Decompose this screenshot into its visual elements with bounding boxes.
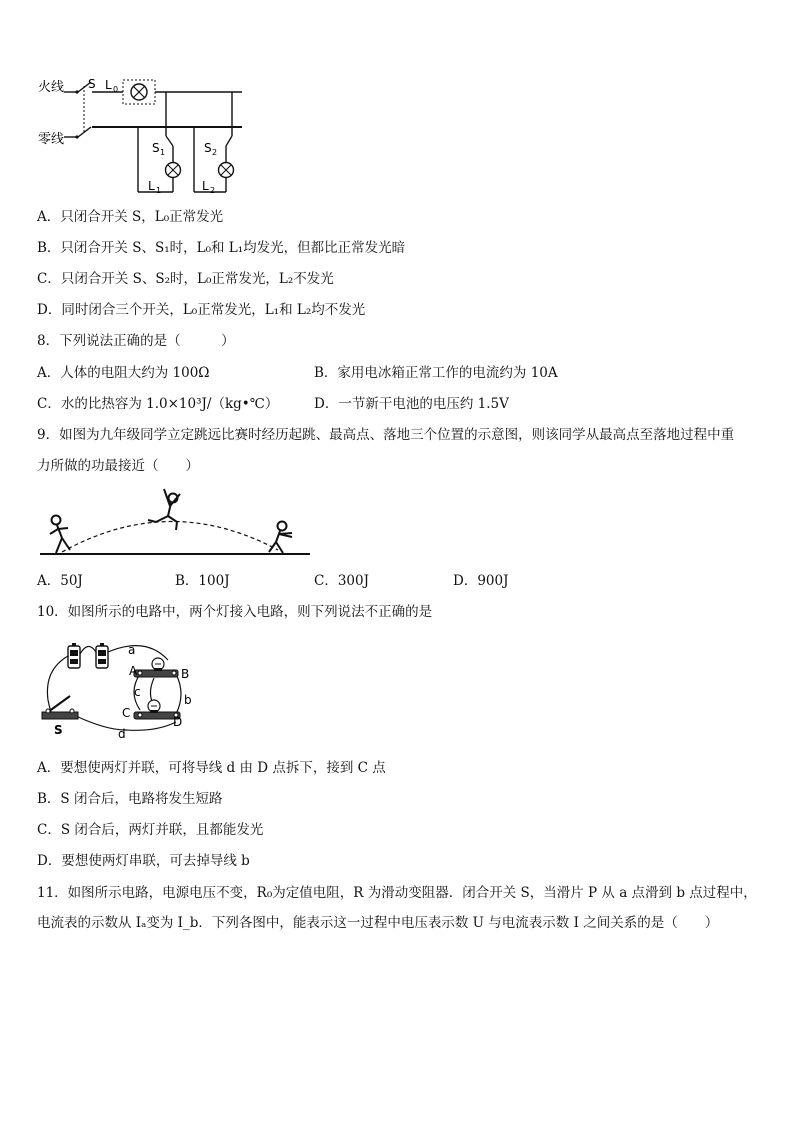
q7-option-b: B．只闭合开关 S、S₁时，L₀和 L₁均发光，但都比正常发光暗 xyxy=(37,240,406,256)
q9-stem-line-1: 9．如图为九年级同学立定跳远比赛时经历起跳、最高点、落地三个位置的示意图，则该同学从最高点至落地过程中重 xyxy=(37,427,735,443)
switch-s1-sub: 1 xyxy=(160,148,166,157)
wire-c-label: c xyxy=(134,685,141,699)
q9-option-b: B．100J xyxy=(175,573,230,589)
q9-option-d: D．900J xyxy=(453,573,509,589)
lamp-l2-sub: 2 xyxy=(210,186,216,195)
live-wire-label: 火线 xyxy=(38,80,65,95)
q9-option-c: C．300J xyxy=(314,573,370,589)
q7-circuit-diagram xyxy=(36,70,251,195)
q9-option-a: A．50J xyxy=(37,573,83,589)
q10-option-b: B．S 闭合后，电路将发生短路 xyxy=(37,791,223,807)
q9-stem-line-2: 力所做的功最接近（ ） xyxy=(37,458,199,474)
switch-s2-label: S xyxy=(204,141,212,155)
q8-option-b: B．家用电冰箱正常工作的电流约为 10A xyxy=(314,365,558,381)
q11-stem-line-2: 电流表的示数从 Iₐ变为 I_b．下列各图中，能表示这一过程中电压表示数 U 与电流表示数 I 之间关系的是（ ） xyxy=(37,915,719,931)
q8-option-c: C．水的比热容为 1.0×10³J/（kg•℃） xyxy=(37,396,279,412)
q8-option-a: A．人体的电阻大约为 100Ω xyxy=(37,365,210,381)
neutral-wire-label: 零线 xyxy=(38,132,65,147)
switch-s-label: S xyxy=(54,723,63,737)
jumper-highest-point-figure xyxy=(148,489,180,530)
wire-a-label: a xyxy=(128,643,136,657)
wire-b-label: b xyxy=(184,693,192,707)
q7-option-d: D．同时闭合三个开关，L₀正常发光，L₁和 L₂均不发光 xyxy=(37,302,366,318)
lamp-l1-label: L xyxy=(148,179,155,193)
battery-icon xyxy=(96,643,108,668)
q10-stem: 10．如图所示的电路中，两个灯接入电路，则下列说法不正确的是 xyxy=(37,604,433,620)
q10-option-d: D．要想使两灯串联，可去掉导线 b xyxy=(37,853,250,869)
lamp-l0-sub: 0 xyxy=(113,85,119,94)
battery-icon xyxy=(68,643,80,668)
point-a-label: A xyxy=(129,664,138,678)
jumper-takeoff-figure xyxy=(50,516,70,554)
switch-s-label: S xyxy=(88,77,96,91)
q11-stem-line-1: 11．如图所示电路，电源电压不变，R₀为定值电阻，R 为滑动变阻器．闭合开关 S，当滑片 P 从 a 点滑到 b 点过程中， xyxy=(37,885,757,901)
q8-option-d: D．一节新干电池的电压约 1.5V xyxy=(314,396,509,412)
switch-s2-sub: 2 xyxy=(212,148,218,157)
point-b-label: B xyxy=(181,667,190,681)
q10-physical-circuit-diagram xyxy=(36,630,206,742)
lamp-l1-sub: 1 xyxy=(156,186,162,195)
q7-option-c: C．只闭合开关 S、S₂时，L₀正常发光，L₂不发光 xyxy=(37,271,334,287)
point-d-label: D xyxy=(173,715,183,729)
wire-d-label: d xyxy=(118,727,126,741)
lamp-l0-label: L xyxy=(105,78,112,92)
q8-stem: 8．下列说法正确的是（ ） xyxy=(37,333,235,349)
point-c-label: C xyxy=(122,706,131,720)
lamp-holder-upper xyxy=(134,658,178,677)
jumper-landing-figure xyxy=(269,522,292,554)
lamp-l2-label: L xyxy=(202,179,209,193)
switch-s1-label: S xyxy=(152,141,160,155)
q10-option-c: C．S 闭合后，两灯并联，且都能发光 xyxy=(37,822,264,838)
q7-option-a: A．只闭合开关 S，L₀正常发光 xyxy=(37,209,224,225)
q10-option-a: A．要想使两灯并联，可将导线 d 由 D 点拆下，接到 C 点 xyxy=(37,760,386,776)
q9-long-jump-illustration xyxy=(40,484,312,560)
